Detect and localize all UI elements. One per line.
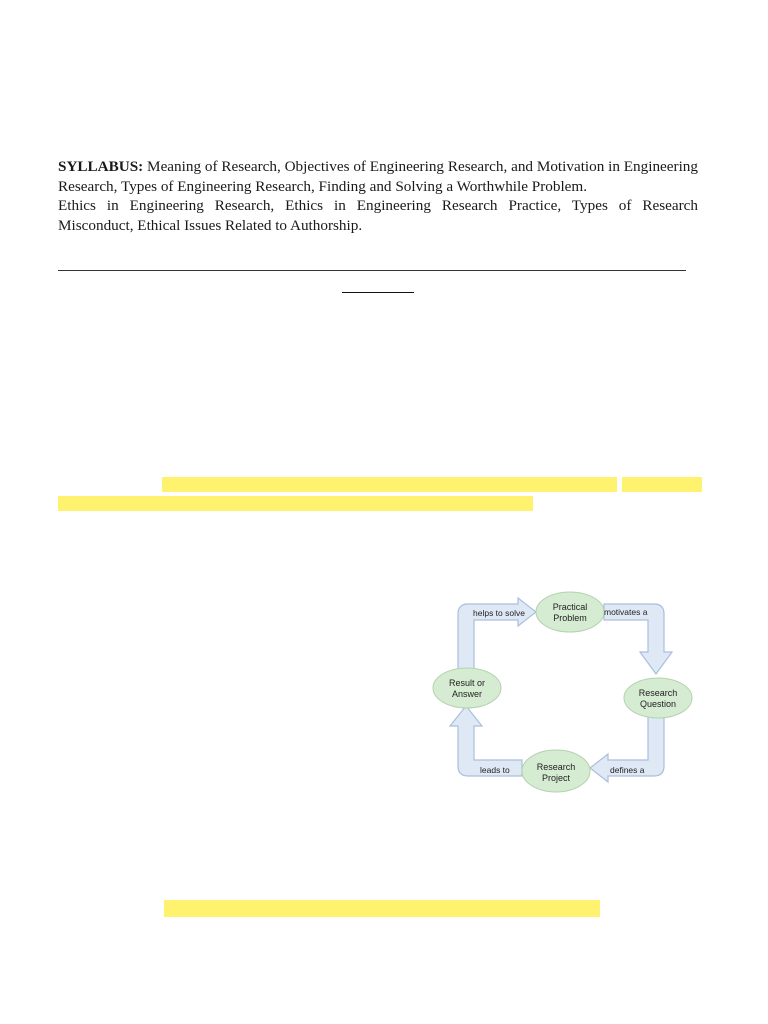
node-research-question-line-2: Question xyxy=(639,699,677,709)
syllabus-text-1: Meaning of Research, Objectives of Engineering Research, and Motivation in Engineering Research, Types of Engineering Research, Finding and Solving a Worthwhile Problem. xyxy=(58,158,698,195)
node-result-or-answer xyxy=(433,668,501,708)
highlight-bar-4 xyxy=(164,900,600,917)
edge-label-top: motivates a xyxy=(604,607,648,617)
node-research-question xyxy=(624,678,692,718)
node-research-project-line-1: Research xyxy=(536,762,576,772)
syllabus-paragraph-2: Ethics in Engineering Research, Ethics in Engineering Research Practice, Types of Research Misconduct, Ethical Issues Related to Authorship. xyxy=(58,197,698,234)
highlight-bar-3 xyxy=(58,496,533,511)
horizontal-rule xyxy=(58,270,686,271)
edge-label-left: helps to solve xyxy=(473,608,525,618)
research-cycle-diagram xyxy=(428,590,698,800)
node-practical-problem-line-1: Practical xyxy=(552,602,588,612)
edge-label-bottom: leads to xyxy=(480,765,510,775)
syllabus-label: SYLLABUS: xyxy=(58,158,144,175)
node-research-project xyxy=(522,750,590,792)
syllabus-block xyxy=(58,157,698,235)
node-practical-problem xyxy=(536,592,604,632)
highlight-bar-2 xyxy=(622,477,702,492)
syllabus-paragraph-1 xyxy=(58,157,698,196)
node-research-question-line-1: Research xyxy=(638,688,678,698)
node-research-project-line-2: Project xyxy=(541,773,571,783)
node-practical-problem-line-2: Problem xyxy=(553,613,587,623)
highlight-bar-1 xyxy=(162,477,617,492)
node-result-or-answer-line-2: Answer xyxy=(451,689,483,699)
title-underline xyxy=(342,292,414,293)
edge-label-right: defines a xyxy=(610,765,645,775)
research-cycle-svg xyxy=(428,590,698,800)
node-result-or-answer-line-1: Result or xyxy=(448,678,486,688)
